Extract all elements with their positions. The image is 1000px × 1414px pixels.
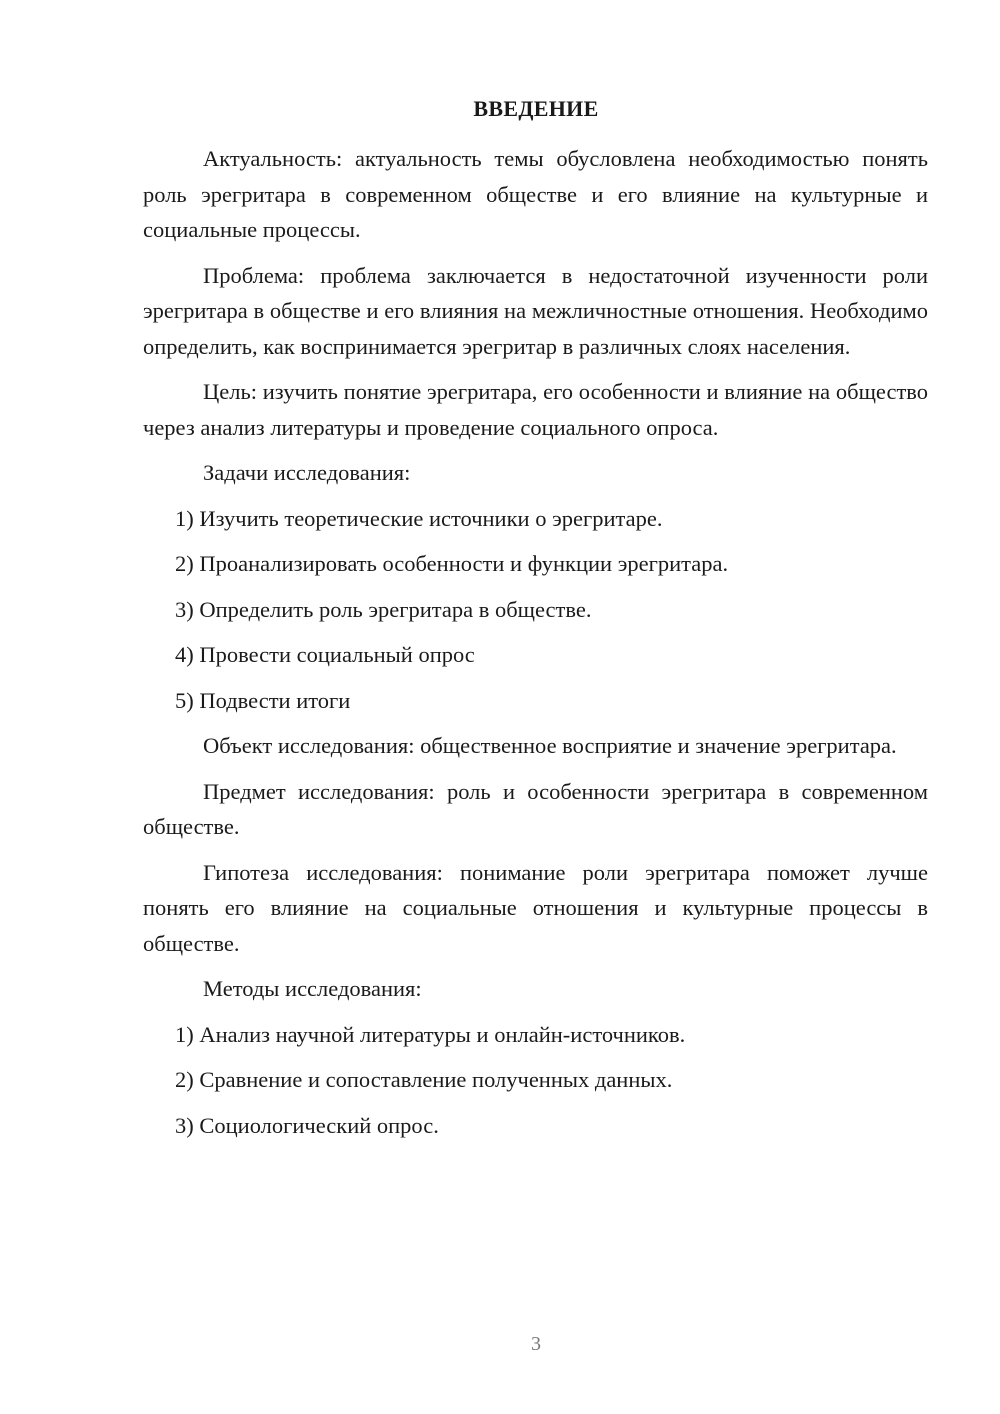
goal-paragraph: Цель: изучить понятие эрегритара, его особенности и влияние на общество через анализ литературы и проведение социального опроса. bbox=[143, 379, 928, 440]
object-paragraph: Объект исследования: общественное восприятие и значение эрегритара. bbox=[203, 733, 897, 758]
task-item-4: 4) Провести социальный опрос bbox=[175, 642, 475, 667]
tasks-intro: Задачи исследования: bbox=[203, 460, 411, 485]
section-body bbox=[143, 141, 928, 1153]
method-item-1: 1) Анализ научной литературы и онлайн-источников. bbox=[175, 1021, 686, 1047]
section-heading: ВВЕДЕНИЕ bbox=[473, 96, 599, 121]
task-item-3: 3) Определить роль эрегритара в обществе. bbox=[175, 596, 592, 622]
task-item-1: 1) Изучить теоретические источники о эрегритаре. bbox=[175, 505, 663, 531]
hypothesis-paragraph: Гипотеза исследования: понимание роли эрегритара поможет лучше понять его влияние на социальные отношения и культурные процессы в обществе. bbox=[143, 859, 928, 956]
task-item-5: 5) Подвести итоги bbox=[175, 687, 351, 713]
method-item-3: 3) Социологический опрос. bbox=[175, 1112, 439, 1138]
subject-paragraph: Предмет исследования: роль и особенности эрегритара в современном обществе. bbox=[143, 778, 928, 839]
task-item-2: 2) Проанализировать особенности и функции эрегритара. bbox=[175, 551, 729, 576]
relevance-paragraph: Актуальность: актуальность темы обусловлена необходимостью понять роль эрегритара в современном обществе и его влияние на культурные и социальные процессы. bbox=[143, 146, 928, 242]
page-number: 3 bbox=[531, 1333, 541, 1355]
methods-intro: Методы исследования: bbox=[203, 976, 422, 1001]
method-item-2: 2) Сравнение и сопоставление полученных данных. bbox=[175, 1067, 673, 1092]
problem-paragraph: Проблема: проблема заключается в недостаточной изученности роли эрегритара в обществе и его влияния на межличностные отношения. Необходимо определить, как воспринимается эрегритар в различных слоях населения. bbox=[143, 262, 928, 359]
